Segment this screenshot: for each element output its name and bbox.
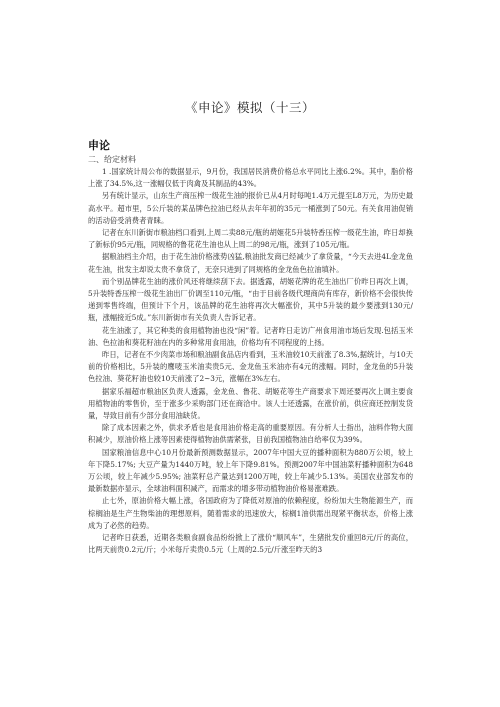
paragraph: 止七外，原油价格大幅上涨，各国政府为了降低对原油的依赖程度，纷纷加大生物能源生产，而棕榈油是生产生物柴油的理想原料，随着需求的迅速放大，棕榈1油供需出现紧平衡状态，价格上涨成为了必然的趋势。 (88, 496, 413, 530)
document-title: 《申论》模拟（十三） (184, 100, 315, 115)
paragraph: 而个别品牌花生油的涨价风还将继续刮下去。据透露，胡姬花牌的花生油出厂价昨日再次上调，5升装特香压榨一级花生油出厂价调至110元/瓶，“由于目前各级代理商尚有库存，新价格不会很快传递到零售终端，但预计下个月，该品牌的花生油将再次大幅涨价，其中5升装的最少要涨到130元/瓶，涨幅接近5成。”东川新街市有关负责人告诉记者。 (88, 276, 413, 323)
paragraph: 1 .国家统计局公布的数据显示，9月份，我国居民消费价格总水平同比上涨6.2%。其中，脂价格上涨了34.5%,这一涨幅仅低于肉禽及其制品的43%。 (88, 167, 413, 189)
paragraph: 昨日，记者在不少肉菜市场和粮油副食品店内看到，玉米油较10天前涨了8.3%,据统计，与10天前的价格相比，5升装的鹰唛玉米油卖贵5元、金龙鱼玉米油亦有4元的涨幅。同时，金龙鱼的5升装色拉油、葵花籽油也较10天前涨了2~3元，涨幅在3%左右。 (88, 350, 413, 384)
paragraph: 记者在东川新街市粮油档口看到,上周二卖88元/瓶的胡姬花5升装特香压榨一级花生油，昨日却换了新标价95元/瓶，同规格的鲁花花生油也从上周二的98元/瓶，涨到了105元/瓶。 (88, 228, 413, 250)
paragraph: 花生油涨了，其它种类的食用植物油也没“闲”着。记者昨日走访广州食用油市场后发现.包括玉米油、色拉油和葵花籽油在内的多种常用食用油，价格均有不同程度的上扬。 (88, 325, 413, 347)
subsection-heading: 二、给定材料 (88, 155, 136, 164)
paragraph: 据家乐福超市粮油区负责人透露，金龙鱼、鲁花、胡姬花等生产商要求下周还要再次上调主要食用植物油的零售价，至于涨多少采购部门还在商洽中。该人士还透露，在涨价前，供应商还控制发货量，导致目前有少部分食用油缺货。 (88, 386, 413, 421)
paragraph: 记者昨日获悉，近期各类粮食副食品纷纷掀上了涨价“顺风车”，生猪批发价重回8元/斤的高位，比两天前贵0.2元/斤；小米每斤卖贵0.5元（上周的2.5元/斤涨至昨天的3 (88, 533, 413, 555)
paragraph: 除了成本因素之外，供求矛盾也是食用油价格走高的重要原因。有分析人士指出，油料作物大面积减少，原油价格上涨等因素使得植物油供需紧张，目前我国植物油自给率仅为39%。 (88, 423, 413, 445)
paragraph: 另有统计显示，山东生产商压榨一级花生油的报价已从4月时每吨1.4万元提至L8万元，为历史最高水平。超市里，5公斤装的某品牌色拉油已经从去年年初的35元一桶涨到了50元。有关食用油促销的活动倍受消费者青睐。 (88, 191, 413, 225)
paragraph: 据粮油档主介绍，由于花生油价格涨势凶猛,粮油批发商已经减少了拿货量，“今天去进4L金龙鱼花生油，批发主却说太贵不拿货了，无奈只进到了同规格的金龙鱼色拉油填补。 (88, 252, 413, 274)
material-body (88, 166, 413, 557)
section-heading: 申论 (88, 139, 110, 152)
paragraph: 国家粮油信息中心10月份最新预测数据显示，2007年中国大豆的播种面积为880万公顷，较上年下降5.17%; 大豆产量为1440万吨，较上年下降9.81%。预测2007年中国油菜籽播种面积为648万公顷，较上年减少5.95%; 油菜籽总产量达到1200万吨，较上年减少5.13%。美国农业部发布的最新数据亦显示，全球油料面积减产，而需求的增多带动植物油价格易涨难跌。 (88, 447, 413, 494)
